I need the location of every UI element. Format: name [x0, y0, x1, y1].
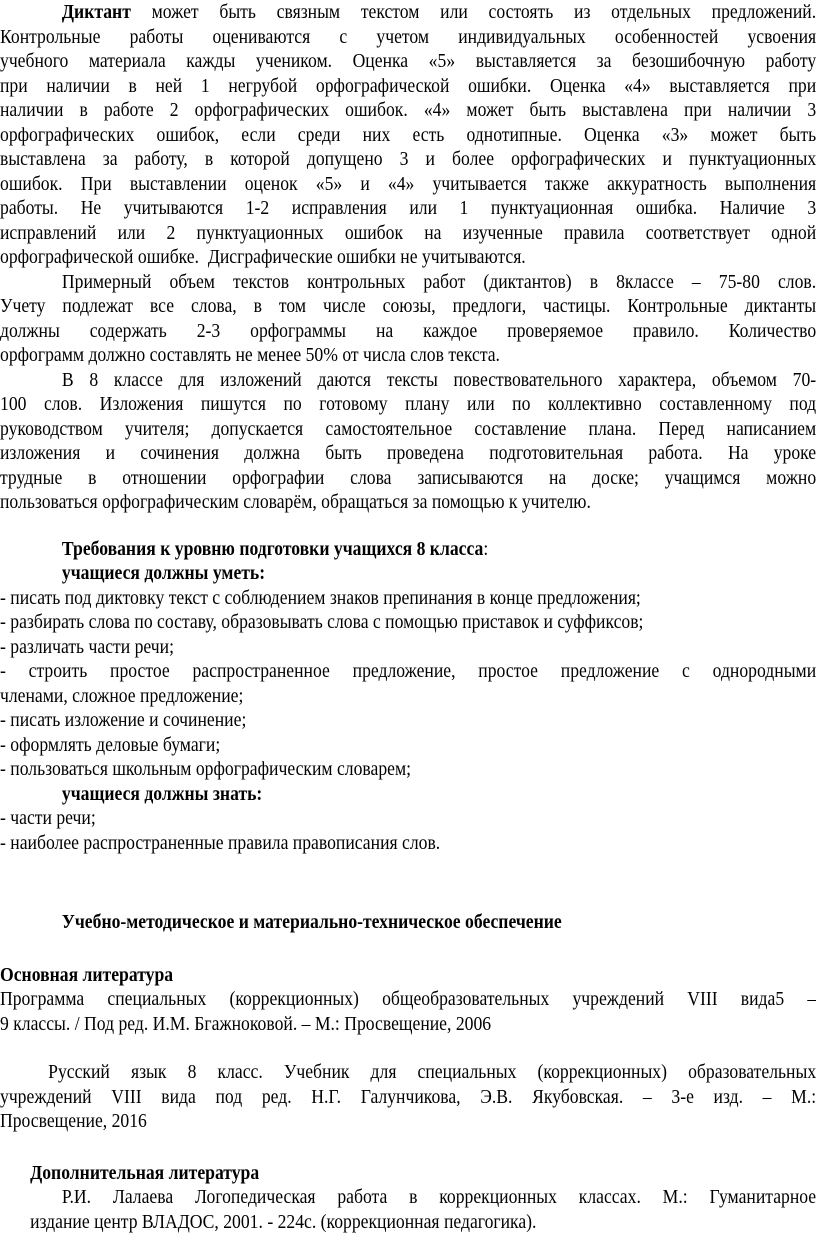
text-line: Контрольные работы оцениваются с учетом индивидуальных особенностей усвоения	[0, 25, 816, 50]
text-line: выставлена за работу, в которой допущено 3 и более орфографических и пунктуационных	[0, 147, 816, 172]
text-line: наличии в работе 2 орфографических ошибок. «4» может быть выставлена при наличии 3	[0, 98, 816, 123]
text-line: изложения и сочинения должна быть проведена подготовительная работа. На уроке	[0, 441, 816, 466]
text-line: трудные в отношении орфографии слова записываются на доске; учащимся можно	[0, 466, 816, 491]
list-item: - различать части речи;	[0, 635, 816, 660]
text-line: орфографических ошибок, если среди них есть однотипные. Оценка «3» может быть	[0, 123, 816, 148]
list-item: - оформлять деловые бумаги;	[0, 733, 816, 758]
text-line: 9 классы. / Под ред. И.М. Бгажноковой. – М.: Просвещение, 2006	[0, 1012, 816, 1037]
requirements-section	[0, 537, 816, 856]
list-item: - писать изложение и сочинение;	[0, 708, 816, 733]
text-line: Примерный объем текстов контрольных работ (диктантов) в 8классе – 75-80 слов.	[0, 270, 816, 295]
support-heading: Учебно-методическое и материально-техническое обеспечение	[0, 910, 816, 935]
list-item: членами, сложное предложение;	[0, 684, 816, 709]
text-line: при наличии в ней 1 негрубой орфографической ошибки. Оценка «4» выставляется при	[0, 74, 816, 99]
list-item: - разбирать слова по составу, образовывать слова с помощью приставок и суффиксов;	[0, 610, 816, 635]
paragraph-dictation	[0, 0, 816, 270]
text-line: В 8 классе для изложений даются тексты повествовательного характера, объемом 70-	[0, 368, 816, 393]
text-line: Просвещение, 2016	[0, 1109, 816, 1134]
text-line: должны содержать 2-3 орфограммы на каждое проверяемое правило. Количество	[0, 319, 816, 344]
main-literature-heading: Основная литература	[0, 963, 816, 988]
list-item: - наиболее распространенные правила правописания слов.	[0, 831, 816, 856]
text-line: учреждений VIII вида под ред. Н.Г. Галунчикова, Э.В. Якубовская. – 3-е изд. – М.:	[0, 1085, 816, 1110]
list-item: - писать под диктовку текст с соблюдением знаков препинания в конце предложения;	[0, 586, 816, 611]
text-line: орфографической ошибке. Дисграфические ошибки не учитываются.	[0, 245, 816, 270]
text-line: Учету подлежат все слова, в том числе союзы, предлоги, частицы. Контрольные диктанты	[0, 294, 816, 319]
text-line: руководством учителя; допускается самостоятельное составление плана. Перед написанием	[0, 417, 816, 442]
text-line: Программа специальных (коррекционных) общеобразовательных учреждений VIII вида5 –	[0, 987, 816, 1012]
skills-heading: учащиеся должны уметь:	[0, 561, 816, 586]
text-line: Р.И. Лалаева Логопедическая работа в коррекционных классах. М.: Гуманитарное	[0, 1185, 816, 1210]
text-line: Диктант может быть связным текстом или состоять из отдельных предложений.	[0, 0, 816, 25]
support-section	[0, 910, 816, 1234]
list-item: - строить простое распространенное предложение, простое предложение с однородными	[0, 659, 816, 684]
term-dictation: Диктант	[62, 1, 131, 23]
extra-literature-heading: Дополнительная литература	[0, 1161, 816, 1186]
text-line: издание центр ВЛАДОС, 2001. - 224с. (коррекционная педагогика).	[0, 1210, 816, 1234]
paragraph-volume	[0, 270, 816, 368]
text-line: исправлений или 2 пунктуационных ошибок на изученные правила соответствует одной	[0, 221, 816, 246]
text-line: 100 слов. Изложения пишутся по готовому плану или по коллективно составленному под	[0, 392, 816, 417]
list-item: - части речи;	[0, 806, 816, 831]
text-line: ошибок. При выставлении оценок «5» и «4» учитывается также аккуратность выполнения	[0, 172, 816, 197]
text-line: орфограмм должно составлять не менее 50% от числа слов текста.	[0, 343, 816, 368]
list-item: - пользоваться школьным орфографическим словарем;	[0, 757, 816, 782]
knowledge-heading: учащиеся должны знать:	[0, 782, 816, 807]
text-line: пользоваться орфографическим словарём, обращаться за помощью к учителю.	[0, 490, 816, 515]
requirements-heading: Требования к уровню подготовки учащихся 8 класса:	[0, 537, 816, 562]
text-line: Русский язык 8 класс. Учебник для специальных (коррекционных) образовательных	[0, 1060, 816, 1085]
text-line: работы. Не учитываются 1-2 исправления или 1 пунктуационная ошибка. Наличие 3	[0, 196, 816, 221]
paragraph-expositions	[0, 368, 816, 515]
text-line: учебного материала кажды учеником. Оценка «5» выставляется за безошибочную работу	[0, 49, 816, 74]
